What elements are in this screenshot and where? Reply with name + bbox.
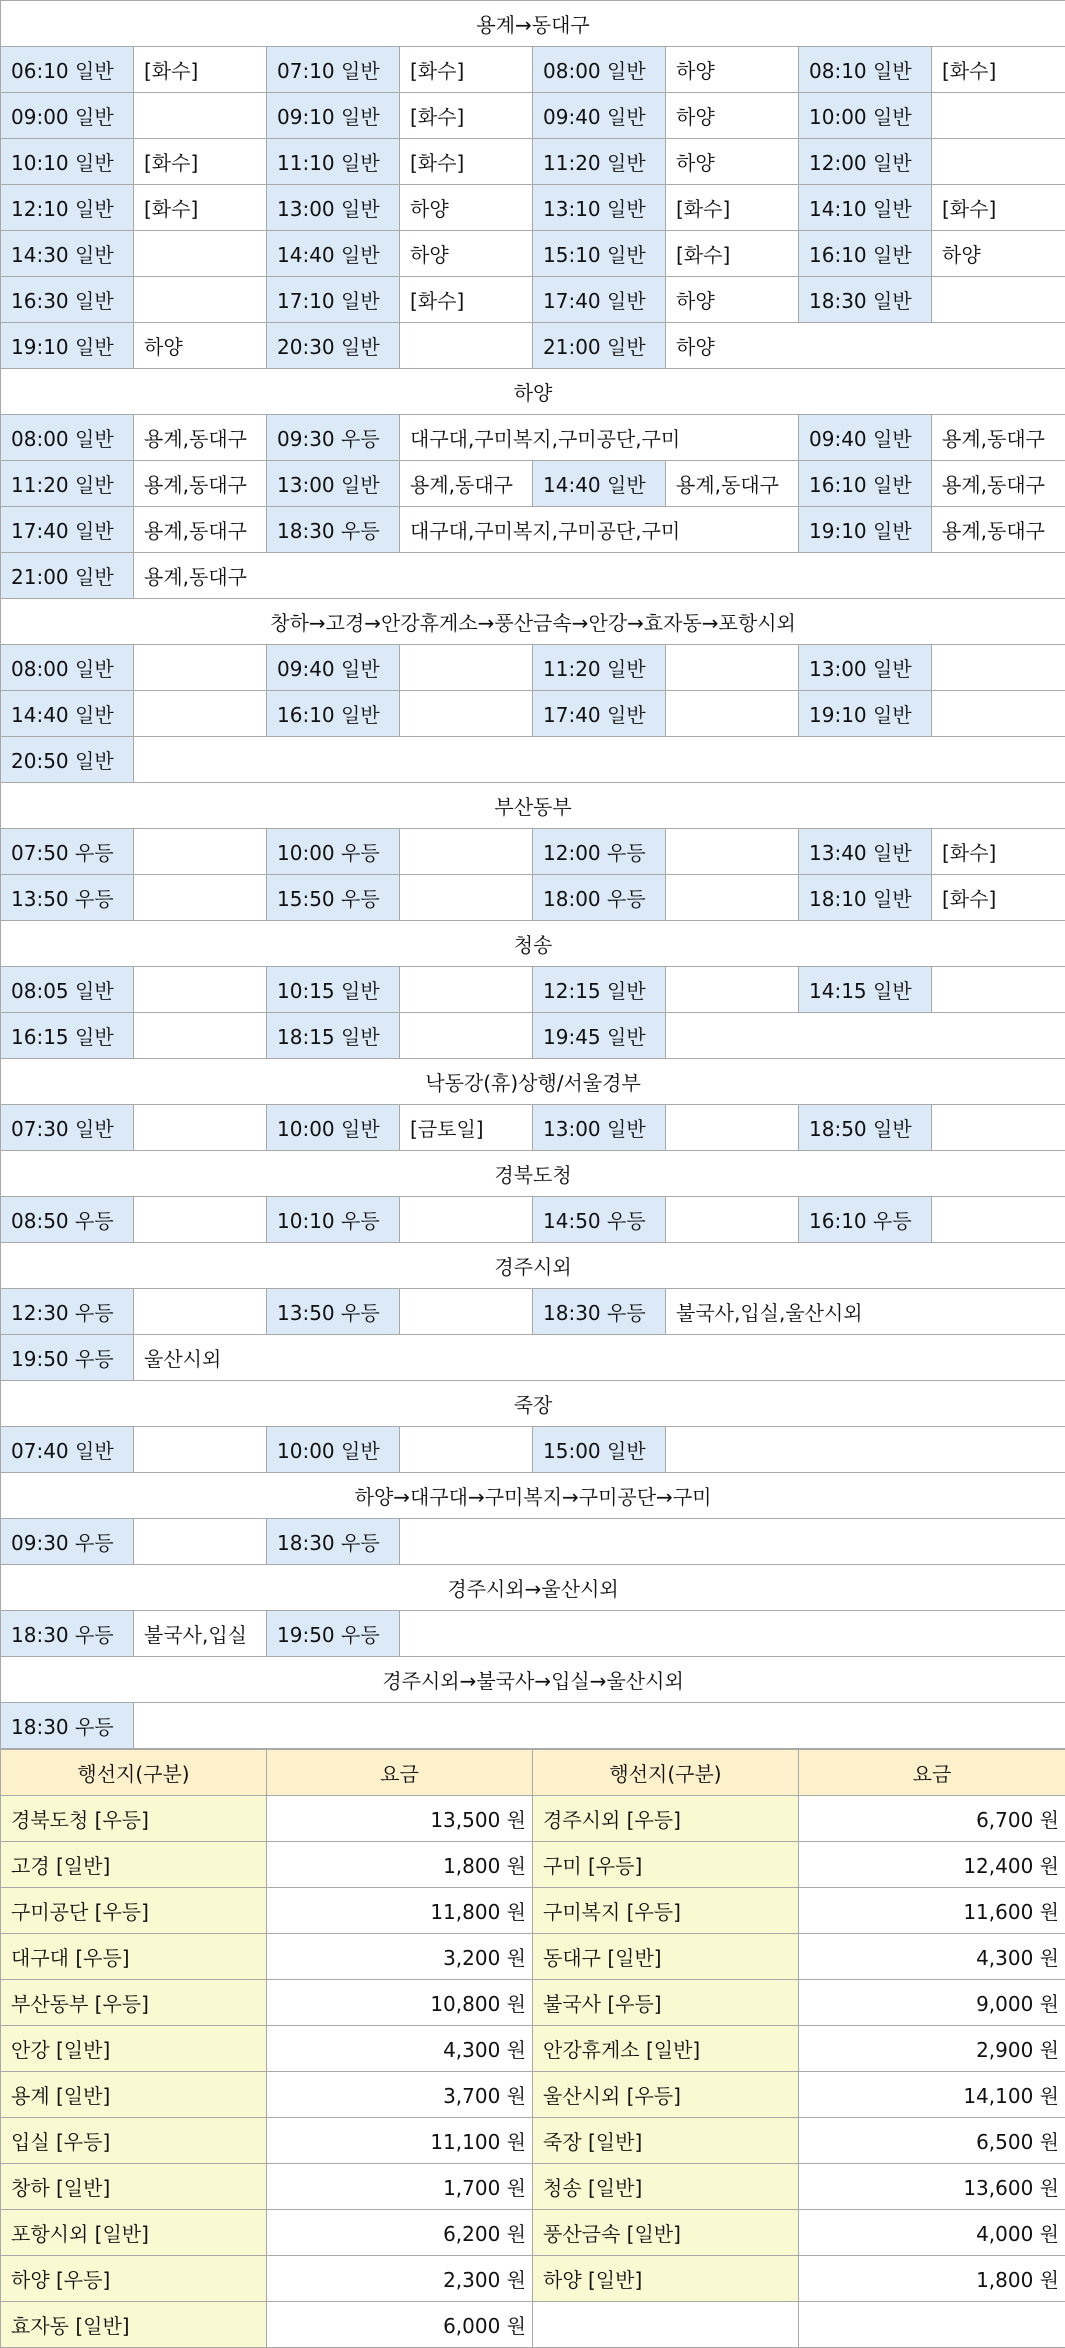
schedule-row (1, 139, 1065, 185)
fare-destination: 경주시외 [우등] (533, 1796, 799, 1842)
departure-note (932, 645, 1065, 691)
departure-note: 용계,동대구 (932, 507, 1065, 553)
fare-row (1, 2026, 1065, 2072)
fare-row (1, 1980, 1065, 2026)
fare-price: 14,100 원 (799, 2072, 1065, 2118)
departure-time: 17:40 일반 (533, 277, 666, 323)
fare-row (1, 1934, 1065, 1980)
section-title: 부산동부 (1, 783, 1065, 829)
departure-note (134, 691, 267, 737)
section-header-row (1, 369, 1065, 415)
fare-destination: 청송 [일반] (533, 2164, 799, 2210)
departure-time: 15:10 일반 (533, 231, 666, 277)
departure-note: 하양 (666, 47, 799, 93)
schedule-row (1, 1335, 1065, 1381)
fare-price: 1,800 원 (799, 2256, 1065, 2302)
schedule-row (1, 1197, 1065, 1243)
departure-time: 18:00 우등 (533, 875, 666, 921)
schedule-row (1, 277, 1065, 323)
departure-time: 19:10 일반 (1, 323, 134, 369)
departure-time: 16:30 일반 (1, 277, 134, 323)
departure-time: 08:00 일반 (1, 415, 134, 461)
fare-row (1, 1796, 1065, 1842)
schedule-row (1, 323, 1065, 369)
fare-row (1, 2256, 1065, 2302)
fare-destination: 죽장 [일반] (533, 2118, 799, 2164)
departure-time: 17:10 일반 (267, 277, 400, 323)
fare-price: 12,400 원 (799, 1842, 1065, 1888)
section-title: 창하→고경→안강휴게소→풍산금속→안강→효자동→포항시외 (1, 599, 1065, 645)
departure-time: 12:00 우등 (533, 829, 666, 875)
departure-time: 13:50 우등 (1, 875, 134, 921)
departure-time: 08:50 우등 (1, 1197, 134, 1243)
departure-note: 하양 (400, 185, 533, 231)
departure-time: 10:15 일반 (267, 967, 400, 1013)
fare-price: 9,000 원 (799, 1980, 1065, 2026)
departure-time: 13:10 일반 (533, 185, 666, 231)
departure-time: 08:00 일반 (533, 47, 666, 93)
departure-note: 하양 (666, 93, 799, 139)
departure-time: 16:10 우등 (799, 1197, 932, 1243)
departure-time: 18:30 우등 (1, 1611, 134, 1657)
section-header-row (1, 921, 1065, 967)
departure-note (666, 1105, 799, 1151)
fare-row (1, 1842, 1065, 1888)
fare-destination: 창하 [일반] (1, 2164, 267, 2210)
departure-note: [화수] (400, 47, 533, 93)
fare-price (799, 2302, 1065, 2348)
departure-note (400, 967, 533, 1013)
fare-table (0, 1749, 1065, 2348)
schedule-row (1, 829, 1065, 875)
departure-note (400, 691, 533, 737)
departure-time: 13:50 우등 (267, 1289, 400, 1335)
departure-time: 18:30 우등 (533, 1289, 666, 1335)
departure-time: 16:10 일반 (799, 231, 932, 277)
departure-time: 14:30 일반 (1, 231, 134, 277)
departure-time: 16:10 일반 (799, 461, 932, 507)
departure-time: 13:40 일반 (799, 829, 932, 875)
schedule-row (1, 1289, 1065, 1335)
departure-note: 불국사,입실 (134, 1611, 267, 1657)
departure-note: 하양 (932, 231, 1065, 277)
departure-note (400, 829, 533, 875)
departure-time: 08:00 일반 (1, 645, 134, 691)
departure-note (134, 231, 267, 277)
departure-time: 18:30 일반 (799, 277, 932, 323)
departure-note (134, 645, 267, 691)
departure-note (932, 691, 1065, 737)
schedule-row (1, 737, 1065, 783)
schedule-row (1, 1519, 1065, 1565)
departure-note (400, 1197, 533, 1243)
departure-note: 용계,동대구 (134, 461, 267, 507)
schedule-row (1, 93, 1065, 139)
fare-row (1, 1888, 1065, 1934)
schedule-row (1, 507, 1065, 553)
departure-note: 하양 (666, 139, 799, 185)
departure-note (134, 1703, 1065, 1749)
departure-time: 20:50 일반 (1, 737, 134, 783)
departure-time: 19:50 우등 (1, 1335, 134, 1381)
fare-price: 6,200 원 (267, 2210, 533, 2256)
departure-time: 10:10 일반 (1, 139, 134, 185)
destination-header: 행선지(구분) (1, 1750, 267, 1796)
section-title: 낙동강(휴)상행/서울경부 (1, 1059, 1065, 1105)
departure-note (134, 277, 267, 323)
departure-note (666, 1197, 799, 1243)
departure-time: 21:00 일반 (1, 553, 134, 599)
departure-time: 08:10 일반 (799, 47, 932, 93)
departure-note (932, 1105, 1065, 1151)
departure-note: 불국사,입실,울산시외 (666, 1289, 1065, 1335)
departure-time: 09:40 일반 (533, 93, 666, 139)
departure-time: 09:10 일반 (267, 93, 400, 139)
departure-note (666, 967, 799, 1013)
fare-price: 6,700 원 (799, 1796, 1065, 1842)
fare-header: 요금 (267, 1750, 533, 1796)
fare-header: 요금 (799, 1750, 1065, 1796)
departure-note (134, 93, 267, 139)
section-title: 경주시외→불국사→입실→울산시외 (1, 1657, 1065, 1703)
departure-note: 하양 (134, 323, 267, 369)
fare-destination: 구미 [우등] (533, 1842, 799, 1888)
fare-destination: 울산시외 [우등] (533, 2072, 799, 2118)
section-header-row (1, 1, 1065, 47)
section-title: 용계→동대구 (1, 1, 1065, 47)
departure-note: 용계,동대구 (400, 461, 533, 507)
fare-price: 11,800 원 (267, 1888, 533, 1934)
fare-destination: 구미공단 [우등] (1, 1888, 267, 1934)
departure-time: 15:00 일반 (533, 1427, 666, 1473)
departure-time: 10:10 우등 (267, 1197, 400, 1243)
departure-note (666, 691, 799, 737)
departure-time: 18:30 우등 (1, 1703, 134, 1749)
fare-destination: 풍산금속 [일반] (533, 2210, 799, 2256)
fare-row (1, 2072, 1065, 2118)
departure-time: 09:40 일반 (267, 645, 400, 691)
departure-note (666, 829, 799, 875)
departure-note (134, 1013, 267, 1059)
fare-row (1, 2302, 1065, 2348)
departure-time: 11:10 일반 (267, 139, 400, 185)
departure-note (932, 277, 1065, 323)
departure-time: 09:40 일반 (799, 415, 932, 461)
fare-destination: 대구대 [우등] (1, 1934, 267, 1980)
fare-destination: 하양 [일반] (533, 2256, 799, 2302)
departure-time: 19:10 일반 (799, 507, 932, 553)
section-title: 경주시외→울산시외 (1, 1565, 1065, 1611)
fare-destination: 효자동 [일반] (1, 2302, 267, 2348)
departure-note (400, 1013, 533, 1059)
departure-note (932, 139, 1065, 185)
schedule-row (1, 185, 1065, 231)
departure-note: [화수] (400, 277, 533, 323)
departure-note: [금토일] (400, 1105, 533, 1151)
departure-time: 09:00 일반 (1, 93, 134, 139)
departure-note (400, 645, 533, 691)
departure-note: 하양 (666, 323, 1065, 369)
departure-note (400, 1289, 533, 1335)
fare-destination: 용계 [일반] (1, 2072, 267, 2118)
section-header-row (1, 1473, 1065, 1519)
section-title: 경북도청 (1, 1151, 1065, 1197)
departure-note: [화수] (666, 231, 799, 277)
departure-note (134, 737, 1065, 783)
fare-destination: 안강 [일반] (1, 2026, 267, 2072)
departure-note (666, 1013, 1065, 1059)
departure-note: [화수] (932, 185, 1065, 231)
departure-note: [화수] (932, 875, 1065, 921)
departure-note (400, 1427, 533, 1473)
section-title: 죽장 (1, 1381, 1065, 1427)
departure-note: 용계,동대구 (134, 415, 267, 461)
departure-note (400, 875, 533, 921)
schedule-row (1, 415, 1065, 461)
departure-time: 09:30 우등 (1, 1519, 134, 1565)
section-header-row (1, 1381, 1065, 1427)
fare-price: 2,900 원 (799, 2026, 1065, 2072)
fare-destination: 고경 [일반] (1, 1842, 267, 1888)
departure-note (134, 1519, 267, 1565)
schedule-row (1, 231, 1065, 277)
departure-time: 13:00 일반 (799, 645, 932, 691)
departure-note (134, 1427, 267, 1473)
departure-time: 17:40 일반 (533, 691, 666, 737)
schedule-row (1, 461, 1065, 507)
departure-note: [화수] (932, 47, 1065, 93)
section-header-row (1, 599, 1065, 645)
departure-time: 14:40 일반 (267, 231, 400, 277)
departure-time: 09:30 우등 (267, 415, 400, 461)
departure-note (932, 967, 1065, 1013)
departure-time: 17:40 일반 (1, 507, 134, 553)
departure-note: [화수] (400, 139, 533, 185)
fare-price: 4,000 원 (799, 2210, 1065, 2256)
section-header-row (1, 783, 1065, 829)
fare-price: 11,100 원 (267, 2118, 533, 2164)
section-title: 청송 (1, 921, 1065, 967)
fare-price: 3,700 원 (267, 2072, 533, 2118)
departure-time: 10:00 우등 (267, 829, 400, 875)
fare-header-row (1, 1750, 1065, 1796)
fare-price: 10,800 원 (267, 1980, 533, 2026)
departure-note: 용계,동대구 (932, 461, 1065, 507)
destination-header: 행선지(구분) (533, 1750, 799, 1796)
departure-note: 하양 (666, 277, 799, 323)
departure-time: 13:00 일반 (533, 1105, 666, 1151)
section-title: 하양 (1, 369, 1065, 415)
departure-time: 18:10 일반 (799, 875, 932, 921)
departure-time: 06:10 일반 (1, 47, 134, 93)
departure-time: 10:00 일반 (267, 1105, 400, 1151)
departure-note: 용계,동대구 (932, 415, 1065, 461)
departure-time: 11:20 일반 (533, 139, 666, 185)
departure-note (932, 1197, 1065, 1243)
departure-note (134, 1105, 267, 1151)
departure-time: 16:15 일반 (1, 1013, 134, 1059)
departure-time: 13:00 일반 (267, 461, 400, 507)
departure-time: 08:05 일반 (1, 967, 134, 1013)
departure-time: 18:50 일반 (799, 1105, 932, 1151)
departure-note (134, 1289, 267, 1335)
fare-destination: 동대구 [일반] (533, 1934, 799, 1980)
departure-time: 11:20 일반 (533, 645, 666, 691)
fare-row (1, 2210, 1065, 2256)
schedule-row (1, 1105, 1065, 1151)
departure-time: 12:00 일반 (799, 139, 932, 185)
departure-time: 07:10 일반 (267, 47, 400, 93)
departure-note: [화수] (134, 139, 267, 185)
section-header-row (1, 1657, 1065, 1703)
fare-destination: 부산동부 [우등] (1, 1980, 267, 2026)
departure-note: 울산시외 (134, 1335, 1065, 1381)
fare-destination: 입실 [우등] (1, 2118, 267, 2164)
schedule-row (1, 553, 1065, 599)
section-header-row (1, 1243, 1065, 1289)
departure-note: [화수] (932, 829, 1065, 875)
departure-time: 18:15 일반 (267, 1013, 400, 1059)
section-title: 경주시외 (1, 1243, 1065, 1289)
fare-row (1, 2118, 1065, 2164)
departure-time: 20:30 일반 (267, 323, 400, 369)
schedule-row (1, 691, 1065, 737)
section-title: 하양→대구대→구미복지→구미공단→구미 (1, 1473, 1065, 1519)
departure-time: 07:50 우등 (1, 829, 134, 875)
schedule-row (1, 1703, 1065, 1749)
departure-note (400, 323, 533, 369)
fare-price: 11,600 원 (799, 1888, 1065, 1934)
departure-note (134, 875, 267, 921)
departure-note (666, 645, 799, 691)
departure-note: [화수] (666, 185, 799, 231)
fare-destination: 경북도청 [우등] (1, 1796, 267, 1842)
departure-note (666, 875, 799, 921)
departure-note (400, 1611, 1065, 1657)
departure-note (932, 93, 1065, 139)
fare-price: 3,200 원 (267, 1934, 533, 1980)
fare-price: 1,800 원 (267, 1842, 533, 1888)
section-header-row (1, 1565, 1065, 1611)
departure-note (134, 829, 267, 875)
departure-time: 14:40 일반 (1, 691, 134, 737)
departure-time: 14:15 일반 (799, 967, 932, 1013)
fare-destination: 하양 [우등] (1, 2256, 267, 2302)
departure-time: 10:00 일반 (267, 1427, 400, 1473)
departure-time: 19:45 일반 (533, 1013, 666, 1059)
fare-price: 2,300 원 (267, 2256, 533, 2302)
departure-time: 18:30 우등 (267, 507, 400, 553)
departure-note: 용계,동대구 (134, 507, 267, 553)
fare-row (1, 2164, 1065, 2210)
departure-time: 14:10 일반 (799, 185, 932, 231)
section-header-row (1, 1059, 1065, 1105)
schedule-row (1, 1611, 1065, 1657)
fare-price: 13,600 원 (799, 2164, 1065, 2210)
departure-time: 14:50 우등 (533, 1197, 666, 1243)
departure-time: 19:50 우등 (267, 1611, 400, 1657)
fare-price: 4,300 원 (799, 1934, 1065, 1980)
fare-destination: 불국사 [우등] (533, 1980, 799, 2026)
departure-time: 12:10 일반 (1, 185, 134, 231)
departure-time: 11:20 일반 (1, 461, 134, 507)
schedule-row (1, 1013, 1065, 1059)
departure-note (400, 1519, 1065, 1565)
departure-time: 12:15 일반 (533, 967, 666, 1013)
fare-destination (533, 2302, 799, 2348)
departure-note: 용계,동대구 (666, 461, 799, 507)
departure-time: 19:10 일반 (799, 691, 932, 737)
departure-time: 07:30 일반 (1, 1105, 134, 1151)
departure-time: 21:00 일반 (533, 323, 666, 369)
fare-destination: 안강휴게소 [일반] (533, 2026, 799, 2072)
departure-time: 18:30 우등 (267, 1519, 400, 1565)
departure-note: 대구대,구미복지,구미공단,구미 (400, 507, 799, 553)
departure-time: 13:00 일반 (267, 185, 400, 231)
departure-note (134, 967, 267, 1013)
fare-destination: 구미복지 [우등] (533, 1888, 799, 1934)
schedule-row (1, 645, 1065, 691)
departure-time: 12:30 우등 (1, 1289, 134, 1335)
departure-time: 10:00 일반 (799, 93, 932, 139)
departure-note: 대구대,구미복지,구미공단,구미 (400, 415, 799, 461)
schedule-row (1, 875, 1065, 921)
schedule-row (1, 1427, 1065, 1473)
departure-note: [화수] (134, 185, 267, 231)
fare-price: 6,000 원 (267, 2302, 533, 2348)
departure-note: 용계,동대구 (134, 553, 1065, 599)
fare-price: 1,700 원 (267, 2164, 533, 2210)
fare-price: 13,500 원 (267, 1796, 533, 1842)
schedule-row (1, 967, 1065, 1013)
departure-note (134, 1197, 267, 1243)
departure-time: 14:40 일반 (533, 461, 666, 507)
section-header-row (1, 1151, 1065, 1197)
departure-note: 하양 (400, 231, 533, 277)
departure-time: 16:10 일반 (267, 691, 400, 737)
fare-destination: 포항시외 [일반] (1, 2210, 267, 2256)
fare-price: 6,500 원 (799, 2118, 1065, 2164)
departure-time: 15:50 우등 (267, 875, 400, 921)
departure-time: 07:40 일반 (1, 1427, 134, 1473)
departure-note: [화수] (400, 93, 533, 139)
departure-note: [화수] (134, 47, 267, 93)
schedule-row (1, 47, 1065, 93)
departure-note (666, 1427, 1065, 1473)
fare-price: 4,300 원 (267, 2026, 533, 2072)
